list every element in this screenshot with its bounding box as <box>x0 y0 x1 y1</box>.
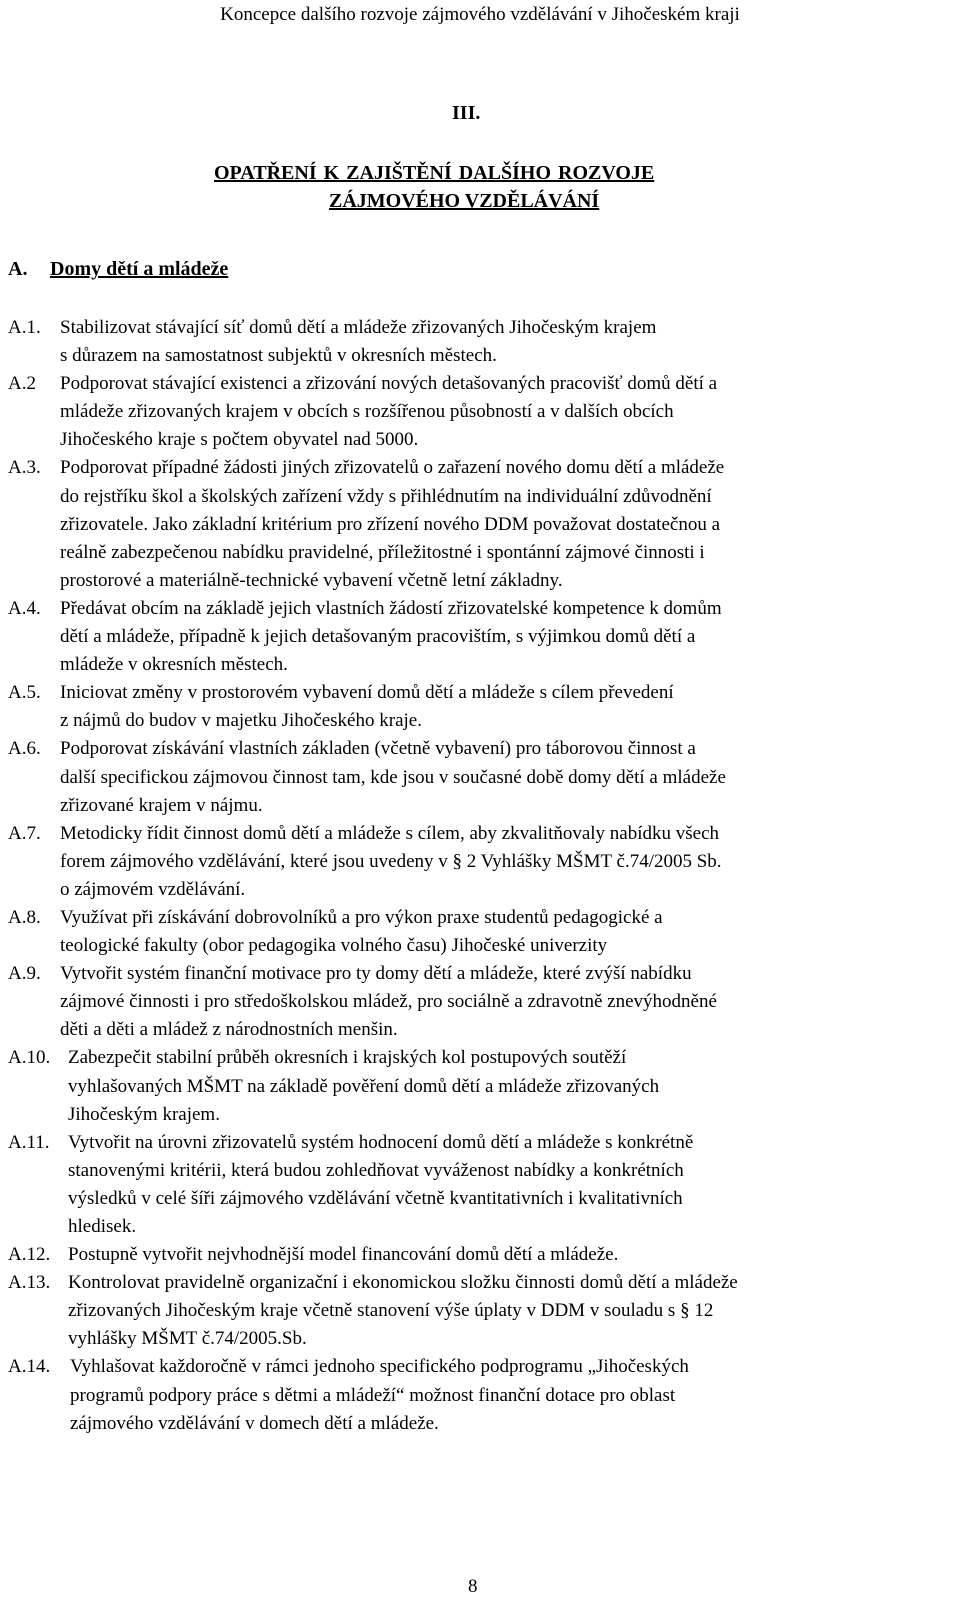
item-number: A.8. <box>8 906 41 928</box>
item-text: Vyhlašovat každoročně v rámci jednoho specifického podprogramu „Jihočeských programů podpory práce s dětmi a mládeží“ možnost finanční dotace pro oblast zájmového vzdělávání v domech dětí a mládeže. <box>70 1356 689 1434</box>
item-text: Stabilizovat stávající síť domů dětí a mládeže zřizovaných Jihočeským krajem s důrazem na samostatnost subjektů v okresních městech. <box>60 317 657 367</box>
list-item <box>8 904 952 960</box>
section-number: A. <box>8 258 28 280</box>
list-item <box>8 1044 952 1128</box>
item-number: A.14. <box>8 1356 51 1378</box>
item-number: A.2 <box>8 373 36 395</box>
item-number: A.10. <box>8 1047 51 1069</box>
list-item <box>8 1129 952 1241</box>
item-text: Využívat při získávání dobrovolníků a pro výkon praxe studentů pedagogické a teologické fakulty (obor pedagogika volného času) Jihočeské univerzity <box>60 906 663 957</box>
chapter-title-line1: OPATŘENÍ K ZAJIŠTĚNÍ DALŠÍHO ROZVOJE <box>214 162 655 184</box>
item-text: Kontrolovat pravidelně organizační i ekonomickou složku činnosti domů dětí a mládeže zřizovaných Jihočeským kraje včetně stanovení výše úplaty v DDM v souladu s § 12 vyhlášky MŠMT č.74/2005.Sb. <box>68 1272 738 1350</box>
item-number: A.6. <box>8 738 41 760</box>
list-item <box>8 595 952 679</box>
item-text: Podporovat stávající existenci a zřizování nových detašovaných pracovišť domů dětí a mládeže zřizovaných krajem v obcích s rozšířenou působností a v dalších obcích Jihočeského kraje s počtem obyvatel nad 5000. <box>60 373 718 451</box>
chapter-title-line2: ZÁJMOVÉHO VZDĚLÁVÁNÍ <box>329 190 600 212</box>
list-item <box>8 960 952 1044</box>
item-number: A.11. <box>8 1131 50 1153</box>
item-text: Zabezpečit stabilní průběh okresních i krajských kol postupových soutěží vyhlašovaných MŠMT na základě pověření domů dětí a mládeže zřizovaných Jihočeským krajem. <box>68 1047 660 1125</box>
list-item <box>8 735 952 819</box>
item-number: A.9. <box>8 963 41 985</box>
item-number: A.12. <box>8 1244 51 1266</box>
item-number: A.13. <box>8 1272 51 1294</box>
item-text: Podporovat získávání vlastních základen (včetně vybavení) pro táborovou činnost a další specifickou zájmovou činnost tam, kde jsou v současné době domy dětí a mládeže zřizované krajem v nájmu. <box>60 738 726 816</box>
item-number: A.5. <box>8 682 41 704</box>
section-heading <box>8 258 228 281</box>
section-label: Domy dětí a mládeže <box>50 258 229 280</box>
list-item <box>8 1353 952 1437</box>
item-text: Postupně vytvořit nejvhodnější model financování domů dětí a mládeže. <box>68 1244 619 1266</box>
item-number: A.7. <box>8 822 41 844</box>
item-number: A.3. <box>8 457 41 479</box>
page-number: 8 <box>468 1576 478 1597</box>
item-text: Podporovat případné žádosti jiných zřizovatelů o zařazení nového domu dětí a mládeže do rejstříku škol a školských zařízení vždy s přihlédnutím na individuální zdůvodnění zřizovatele. Jako základní kritérium pro zřízení nového DDM považovat dostatečnou a reálně zabezpečenou nabídku pravidelné, příležitostné i spontánní zájmové činnosti i prostorové a materiálně-technické vybavení včetně letní základny. <box>60 457 725 591</box>
list-item <box>8 1241 952 1269</box>
item-number: A.1. <box>8 317 41 338</box>
running-header: Koncepce dalšího rozvoje zájmového vzdělávání v Jihočeském kraji <box>220 4 740 25</box>
item-text: Vytvořit systém finanční motivace pro ty domy dětí a mládeže, které zvýší nabídku zájmové činnosti i pro středoškolskou mládež, pro sociálně a zdravotně znevýhodněné děti a děti a mládež z národnostních menšin. <box>60 963 717 1041</box>
measures-list <box>8 314 952 1438</box>
item-text: Vytvořit na úrovni zřizovatelů systém hodnocení domů dětí a mládeže s konkrétně stanovenými kritérii, která budou zohledňovat vyváženost nabídky a konkrétních výsledků v celé šíři zájmového vzdělávání včetně kvantitativních i kvalitativních hledisek. <box>68 1131 694 1237</box>
item-text: Předávat obcím na základě jejich vlastních žádostí zřizovatelské kompetence k domům dětí a mládeže, případně k jejich detašovaným pracovištím, s výjimkou domů dětí a mládeže v okresních městech. <box>60 597 722 676</box>
list-item <box>8 1269 952 1353</box>
list-item <box>8 820 952 904</box>
list-item <box>8 679 952 735</box>
chapter-number: III. <box>452 102 481 124</box>
list-item <box>8 314 952 370</box>
item-number: A.4. <box>8 597 41 619</box>
list-item <box>8 454 952 594</box>
list-item <box>8 370 952 454</box>
item-text: Iniciovat změny v prostorovém vybavení domů dětí a mládeže s cílem převedení z nájmů do budov v majetku Jihočeského kraje. <box>60 682 674 732</box>
item-text: Metodicky řídit činnost domů dětí a mládeže s cílem, aby zkvalitňovaly nabídku všech forem zájmového vzdělávání, které jsou uvedeny v § 2 Vyhlášky MŠMT č.74/2005 Sb. o zájmovém vzdělávání. <box>60 822 722 900</box>
